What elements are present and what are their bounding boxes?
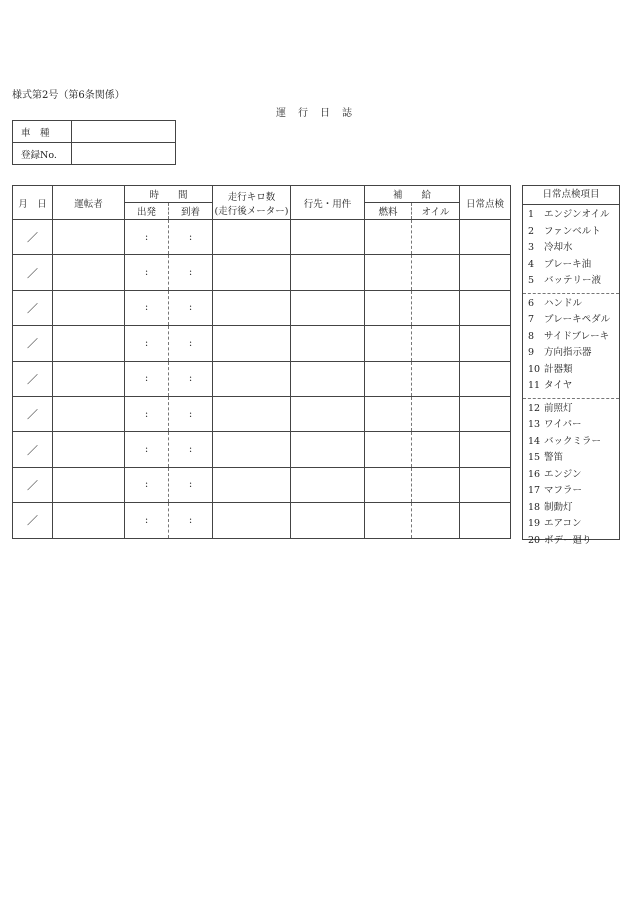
time-separator: : [144, 408, 149, 420]
title-char: 誌 [342, 108, 352, 119]
vehicle-type-field[interactable] [72, 121, 176, 143]
header-driver: 運転者 [53, 186, 125, 220]
check-item-label: エンジンオイル [544, 209, 610, 220]
distance-cell[interactable] [213, 503, 291, 538]
date-cell[interactable] [13, 290, 53, 325]
depart-time-cell[interactable] [125, 503, 169, 538]
date-separator: ／ [27, 478, 38, 492]
title-char: 行 [298, 108, 308, 119]
check-item [523, 450, 619, 467]
date-cell[interactable] [13, 432, 53, 467]
check-item-label: 制動灯 [544, 501, 573, 513]
check-item-number: 10 [528, 363, 541, 375]
check-item [523, 345, 619, 362]
check-item-number: 17 [528, 485, 541, 496]
log-row [13, 432, 511, 467]
check-item-label: タイヤ [544, 380, 573, 391]
check-item [523, 378, 619, 395]
check-item-label: バックミラー [544, 435, 602, 447]
oil-cell[interactable] [412, 255, 460, 290]
check-item-label: ハンドル [544, 297, 583, 309]
check-item-number: 3 [528, 242, 535, 253]
daily-check-items-title: 日常点検項目 [523, 186, 619, 205]
check-item-number: 15 [528, 452, 541, 463]
check-item-number: 5 [528, 275, 535, 286]
time-separator: : [188, 408, 193, 420]
header-supply: 補 給 [365, 186, 460, 203]
depart-time-cell[interactable] [125, 396, 169, 431]
header-depart: 出発 [125, 203, 169, 220]
destination-cell[interactable] [291, 396, 365, 431]
driver-cell[interactable] [53, 467, 125, 502]
arrive-time-cell[interactable] [169, 255, 213, 290]
time-separator: : [144, 373, 149, 385]
log-row [13, 503, 511, 538]
oil-cell[interactable] [412, 467, 460, 502]
driver-cell[interactable] [53, 503, 125, 538]
header-distance-line1: 走行キロ数 [227, 191, 276, 203]
check-item [523, 329, 619, 346]
daily-check-cell[interactable] [460, 396, 511, 431]
time-separator: : [144, 444, 149, 456]
daily-check-cell[interactable] [460, 220, 511, 255]
distance-cell[interactable] [213, 220, 291, 255]
check-item [523, 434, 619, 451]
check-item-number: 8 [528, 330, 535, 342]
check-item-label: 警笛 [544, 452, 564, 463]
check-item [523, 483, 619, 500]
oil-cell[interactable] [412, 503, 460, 538]
arrive-time-cell[interactable] [169, 290, 213, 325]
oil-cell[interactable] [412, 220, 460, 255]
check-item [523, 296, 619, 313]
check-item [523, 312, 619, 329]
check-item-number: 12 [528, 402, 541, 414]
check-item [523, 257, 619, 274]
date-cell[interactable] [13, 467, 53, 502]
fuel-cell[interactable] [365, 432, 412, 467]
time-separator: : [144, 479, 149, 491]
daily-check-cell[interactable] [460, 503, 511, 538]
check-item-number: 16 [528, 468, 541, 480]
date-cell[interactable] [13, 255, 53, 290]
header-fuel: 燃料 [365, 203, 412, 220]
date-separator: ／ [27, 443, 38, 457]
driver-cell[interactable] [53, 255, 125, 290]
distance-cell[interactable] [213, 467, 291, 502]
oil-cell[interactable] [412, 432, 460, 467]
arrive-time-cell[interactable] [169, 361, 213, 396]
header-arrive: 到着 [169, 203, 213, 220]
check-item-label: 方向指示器 [544, 347, 592, 358]
date-separator: ／ [27, 301, 38, 315]
time-separator: : [188, 231, 193, 243]
arrive-time-cell[interactable] [169, 432, 213, 467]
title-char: 日 [320, 108, 330, 119]
check-item [523, 207, 619, 224]
header-distance-line2: (走行後メーター) [214, 205, 289, 217]
driver-cell[interactable] [53, 361, 125, 396]
fuel-cell[interactable] [365, 503, 412, 538]
log-row [13, 220, 511, 255]
arrive-time-cell[interactable] [169, 220, 213, 255]
fuel-cell[interactable] [365, 326, 412, 361]
log-row [13, 467, 511, 502]
daily-check-cell[interactable] [460, 255, 511, 290]
date-cell[interactable] [13, 326, 53, 361]
check-item-number: 13 [528, 419, 541, 430]
distance-cell[interactable] [213, 396, 291, 431]
time-separator: : [188, 479, 193, 491]
time-separator: : [188, 444, 193, 456]
log-row [13, 361, 511, 396]
distance-cell[interactable] [213, 326, 291, 361]
depart-time-cell[interactable] [125, 290, 169, 325]
header-oil: オイル [412, 203, 460, 220]
date-separator: ／ [27, 266, 38, 280]
check-item [523, 417, 619, 434]
daily-check-cell[interactable] [460, 361, 511, 396]
check-group [523, 399, 619, 553]
check-item-number: 6 [528, 297, 535, 309]
distance-cell[interactable] [213, 361, 291, 396]
check-item [523, 500, 619, 517]
destination-cell[interactable] [291, 503, 365, 538]
fuel-cell[interactable] [365, 290, 412, 325]
check-item-number: 11 [528, 380, 541, 391]
date-cell[interactable] [13, 503, 53, 538]
oil-cell[interactable] [412, 290, 460, 325]
fuel-cell[interactable] [365, 396, 412, 431]
driver-cell[interactable] [53, 396, 125, 431]
registration-label: 登録No. [13, 143, 72, 165]
arrive-time-cell[interactable] [169, 467, 213, 502]
check-item-number: 19 [528, 518, 541, 529]
distance-cell[interactable] [213, 290, 291, 325]
depart-time-cell[interactable] [125, 255, 169, 290]
header-time: 時 間 [125, 186, 213, 203]
check-item-number: 14 [528, 435, 541, 447]
driver-cell[interactable] [53, 432, 125, 467]
page-title [270, 104, 360, 119]
check-item-label: 冷却水 [544, 242, 573, 253]
check-item-label: ブレーキペダル [544, 314, 611, 325]
date-separator: ／ [27, 408, 38, 422]
operation-log-table [12, 185, 511, 539]
check-item-label: サイドブレーキ [544, 330, 610, 342]
check-item-label: エンジン [544, 468, 582, 480]
destination-cell[interactable] [291, 290, 365, 325]
driver-cell[interactable] [53, 290, 125, 325]
check-item-label: バッテリー液 [544, 275, 602, 286]
destination-cell[interactable] [291, 467, 365, 502]
header-daily-check: 日常点検 [460, 186, 511, 220]
check-item-number: 18 [528, 501, 541, 513]
vehicle-type-label: 車 種 [13, 121, 72, 143]
fuel-cell[interactable] [365, 220, 412, 255]
time-separator: : [144, 514, 149, 526]
distance-cell[interactable] [213, 432, 291, 467]
fuel-cell[interactable] [365, 255, 412, 290]
check-item-label: ファンベルト [544, 225, 601, 237]
header-month-day: 月 日 [13, 186, 53, 220]
log-body [13, 220, 511, 539]
oil-cell[interactable] [412, 361, 460, 396]
depart-time-cell[interactable] [125, 326, 169, 361]
date-separator: ／ [27, 514, 38, 528]
check-item-label: ワイパー [544, 419, 582, 430]
destination-cell[interactable] [291, 432, 365, 467]
date-separator: ／ [27, 231, 38, 245]
check-item [523, 516, 619, 533]
date-cell[interactable] [13, 361, 53, 396]
time-separator: : [188, 514, 193, 526]
registration-field[interactable] [72, 143, 176, 165]
daily-check-cell[interactable] [460, 432, 511, 467]
depart-time-cell[interactable] [125, 467, 169, 502]
fuel-cell[interactable] [365, 361, 412, 396]
time-separator: : [144, 267, 149, 279]
log-row [13, 396, 511, 431]
destination-cell[interactable] [291, 326, 365, 361]
date-cell[interactable] [13, 220, 53, 255]
check-group [523, 294, 619, 399]
driver-cell[interactable] [53, 220, 125, 255]
destination-cell[interactable] [291, 220, 365, 255]
time-separator: : [144, 302, 149, 314]
arrive-time-cell[interactable] [169, 326, 213, 361]
header-distance [213, 186, 291, 220]
vehicle-info-table [12, 120, 176, 165]
destination-cell[interactable] [291, 255, 365, 290]
check-item [523, 401, 619, 418]
time-separator: : [188, 267, 193, 279]
check-item-label: 計器類 [544, 363, 573, 375]
check-item [523, 467, 619, 484]
check-group [523, 205, 619, 294]
oil-cell[interactable] [412, 326, 460, 361]
check-item-label: ブレーキ油 [544, 258, 592, 270]
log-row [13, 326, 511, 361]
destination-cell[interactable] [291, 361, 365, 396]
check-item-number: 4 [528, 258, 535, 270]
check-item-number: 20 [528, 534, 541, 546]
daily-check-cell[interactable] [460, 467, 511, 502]
time-separator: : [188, 373, 193, 385]
check-item-number: 9 [528, 347, 535, 358]
arrive-time-cell[interactable] [169, 503, 213, 538]
time-separator: : [144, 337, 149, 349]
daily-check-items-panel [522, 185, 620, 546]
check-item-number: 1 [528, 209, 535, 220]
fuel-cell[interactable] [365, 467, 412, 502]
title-char: 運 [276, 108, 286, 119]
check-item-label: 前照灯 [544, 402, 573, 414]
check-item [523, 224, 619, 241]
date-separator: ／ [27, 337, 38, 351]
depart-time-cell[interactable] [125, 220, 169, 255]
log-row [13, 290, 511, 325]
daily-check-cell[interactable] [460, 326, 511, 361]
arrive-time-cell[interactable] [169, 396, 213, 431]
time-separator: : [144, 231, 149, 243]
depart-time-cell[interactable] [125, 432, 169, 467]
check-item-number: 2 [528, 225, 535, 237]
date-cell[interactable] [13, 396, 53, 431]
check-item-label: ボデー廻り [544, 534, 592, 546]
driver-cell[interactable] [53, 326, 125, 361]
check-item-number: 7 [528, 314, 535, 325]
form-id: 様式第2号（第6条関係） [12, 90, 125, 101]
check-item [523, 362, 619, 379]
check-item [523, 240, 619, 257]
check-item [523, 533, 619, 550]
date-separator: ／ [27, 372, 38, 386]
distance-cell[interactable] [213, 255, 291, 290]
check-item-label: エアコン [544, 518, 582, 529]
daily-check-cell[interactable] [460, 290, 511, 325]
check-item [523, 273, 619, 290]
time-separator: : [188, 337, 193, 349]
header-destination: 行先・用件 [291, 186, 365, 220]
depart-time-cell[interactable] [125, 361, 169, 396]
time-separator: : [188, 302, 193, 314]
check-item-label: マフラー [544, 485, 583, 496]
log-row [13, 255, 511, 290]
oil-cell[interactable] [412, 396, 460, 431]
